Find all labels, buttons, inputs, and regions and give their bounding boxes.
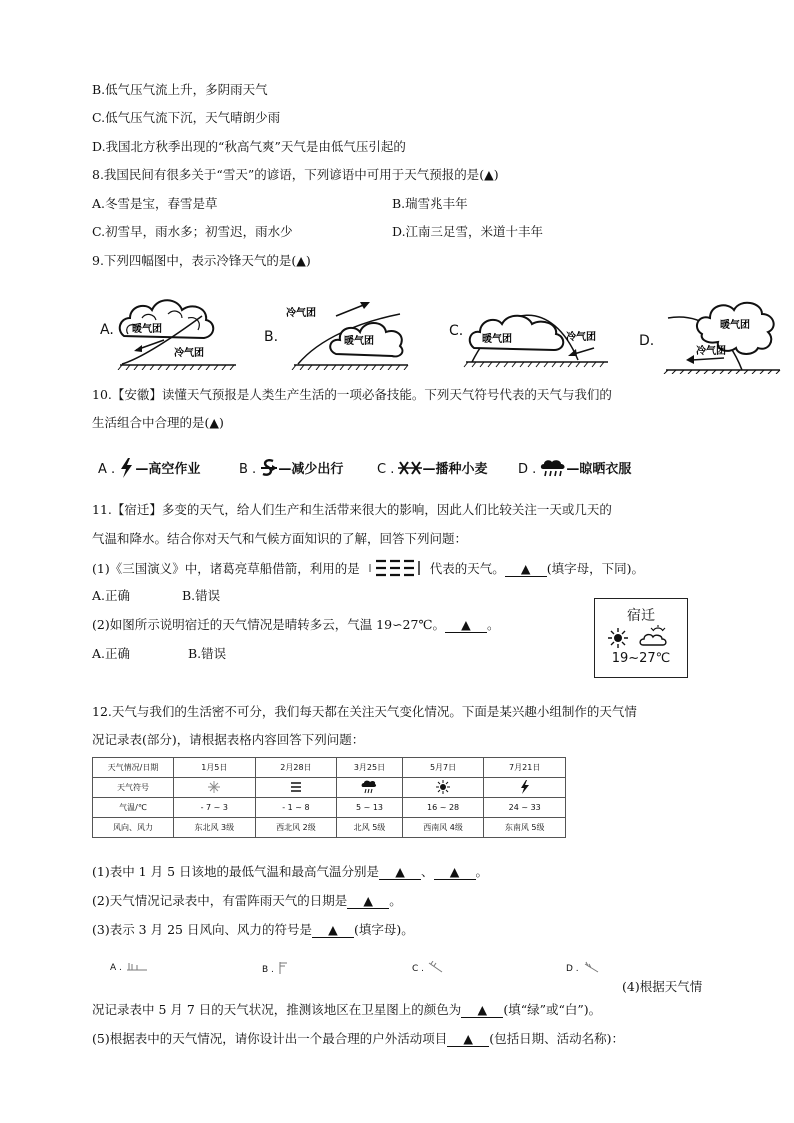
q10-option-c-label: C . [377, 462, 395, 477]
q12-sub3 [92, 920, 414, 938]
table-cell-temp: - 1 ~ 8 [255, 798, 337, 818]
q8-option-d: D.江南三足雪，米道十丰年 [392, 224, 544, 239]
suqian-temperature: 19~27℃ [611, 651, 671, 666]
table-row-head: 风向、风力 [93, 818, 174, 838]
table-cell-temp: 5 ~ 13 [337, 798, 403, 818]
q12-sub4-tail: (填“绿”或“白”)。 [503, 1002, 602, 1017]
q12-sub5-tail: (包括日期、活动名称)： [489, 1031, 624, 1046]
q9-d-warm-text: 暖气团 [720, 320, 750, 331]
q10-option-a [98, 458, 200, 478]
q9-figure-c [462, 292, 612, 368]
q11-sub1-pre: (1)《三国演义》中，诸葛亮草船借箭，利用的是 [92, 561, 360, 576]
q12-sub4-answer-blank[interactable]: ▲ [461, 1002, 503, 1018]
q10-option-d [518, 458, 631, 477]
q10-option-a-text: —高空作业 [135, 462, 201, 477]
q9-figure-d [662, 294, 782, 374]
table-cell-wind: 北风 5级 [337, 818, 403, 838]
table-cell-temp: - 7 ~ 3 [174, 798, 256, 818]
q12-sub2-tail: 。 [389, 893, 402, 908]
table-cell-date: 7月21日 [484, 758, 566, 778]
q12-sub1 [92, 862, 488, 880]
q9-label-b: B. [264, 329, 279, 345]
wind-barb-b-icon [277, 961, 289, 975]
q10-stem-line2: 生活组合中合理的是(▲) [92, 415, 224, 430]
q9-label-d: D. [639, 333, 655, 349]
q10-option-d-text: —晾晒衣服 [566, 462, 632, 477]
table-cell-wind: 西南风 4级 [402, 818, 484, 838]
q12-sub2 [92, 891, 402, 909]
weather-record-table [92, 757, 566, 838]
sleet-icon [398, 460, 422, 476]
q12-sub2-pre: (2)天气情况记录表中，有雷阵雨天气的日期是 [92, 893, 348, 908]
q12-stem-line2: 况记录表(部分)，请根据表格内容回答下列问题： [92, 732, 365, 747]
table-cell-date: 1月5日 [174, 758, 256, 778]
table-row [93, 778, 566, 798]
table-row-head: 气温/℃ [93, 798, 174, 818]
q8-option-b: B.瑞雪兆丰年 [392, 196, 468, 211]
q12-wind-option-c [412, 961, 445, 974]
table-cell-symbol [484, 778, 566, 798]
table-cell-date: 5月7日 [402, 758, 484, 778]
suqian-city-name: 宿迁 [627, 608, 655, 624]
q12-wind-option-a-label: A . [110, 963, 122, 973]
q10-option-b-text: —减少出行 [278, 462, 344, 477]
q9-c-warm-text: 暖气团 [482, 334, 512, 345]
q11-sub2-option-b: B.错误 [188, 646, 227, 661]
q11-sub1 [92, 558, 644, 578]
rain-shower-icon [361, 780, 377, 794]
q10-option-b-label: B . [239, 462, 257, 477]
q8-option-a: A.冬雪是宝，春雪是草 [92, 196, 218, 211]
rain-cloud-icon [540, 459, 566, 477]
lightning-icon [119, 458, 135, 478]
fog-icon [368, 558, 422, 578]
table-row-head: 天气符号 [93, 778, 174, 798]
sun-icon [436, 780, 450, 794]
q12-sub1-mid: 、 [421, 864, 434, 879]
partly-cloudy-icon [639, 625, 671, 649]
q12-sub1-answer-blank-1[interactable]: ▲ [379, 864, 421, 880]
q11-sub2 [92, 615, 499, 633]
table-row [93, 758, 566, 778]
snow-icon [207, 780, 221, 794]
q12-wind-option-b [262, 961, 289, 975]
q9-figure-a [112, 288, 242, 370]
table-cell-temp: 16 ~ 28 [402, 798, 484, 818]
table-cell-wind: 东北风 3级 [174, 818, 256, 838]
table-row [93, 798, 566, 818]
q12-sub4-pre: 况记录表中 5 月 7 日的天气状况，推测该地区在卫星图上的颜色为 [92, 1002, 462, 1017]
wind-barb-d-icon [582, 961, 600, 973]
sun-icon [607, 627, 629, 649]
table-cell-symbol [337, 778, 403, 798]
table-cell-date: 3月25日 [337, 758, 403, 778]
q9-a-cold-text: 冷气团 [174, 348, 204, 359]
q10-option-c-text: —播种小麦 [422, 462, 488, 477]
q7-option-d: D.我国北方秋季出现的“秋高气爽”天气是由低气压引起的 [92, 139, 406, 154]
wind-barb-c-icon [427, 961, 445, 973]
q10-option-d-label: D . [518, 462, 537, 477]
q9-d-cold-text: 冷气团 [696, 346, 726, 357]
table-cell-symbol [255, 778, 337, 798]
q11-sub1-option-b: B.错误 [182, 588, 221, 603]
q12-sub4-part2 [92, 1000, 601, 1018]
table-cell-wind: 东南风 5级 [484, 818, 566, 838]
q11-sub2-tail: 。 [486, 617, 500, 632]
sandstorm-icon [260, 458, 278, 478]
table-row-head: 天气情况/日期 [93, 758, 174, 778]
q9-figure-b [280, 288, 420, 370]
q12-stem-line1: 12.天气与我们的生活密不可分，我们每天都在关注天气变化情况。下面是某兴趣小组制作的天气情 [92, 704, 637, 719]
q11-sub2-text: (2)如图所示说明宿迁的天气情况是晴转多云，气温 19∽27℃。 [92, 617, 445, 632]
table-cell-symbol [174, 778, 256, 798]
table-cell-date: 2月28日 [255, 758, 337, 778]
q11-sub2-option-a: A.正确 [92, 646, 131, 661]
wind-barb-a-icon [125, 961, 149, 971]
q11-sub1-answer-blank[interactable]: ▲ [505, 561, 547, 577]
q9-b-cold-text: 冷气团 [286, 308, 316, 319]
q12-sub1-answer-blank-2[interactable]: ▲ [434, 864, 476, 880]
q12-sub1-pre: (1)表中 1 月 5 日该地的最低气温和最高气温分别是 [92, 864, 380, 879]
q12-sub3-answer-blank[interactable]: ▲ [312, 922, 354, 938]
q12-sub5 [92, 1029, 624, 1047]
q11-sub2-answer-blank[interactable]: ▲ [445, 617, 487, 633]
q12-wind-option-d [566, 961, 600, 974]
q11-stem-line1: 11.【宿迁】多变的天气，给人们生产和生活带来很大的影响，因此人们比较关注一天或几天的 [92, 502, 612, 517]
q12-sub3-pre: (3)表示 3 月 25 日风向、风力的符号是 [92, 922, 312, 937]
q8-stem: 8.我国民间有很多关于“雪天”的谚语，下列谚语中可用于天气预报的是(▲) [92, 167, 499, 182]
table-cell-symbol [402, 778, 484, 798]
q12-wind-option-c-label: C . [412, 964, 425, 974]
q9-b-warm-text: 暖气团 [344, 336, 374, 347]
q11-sub1-option-a: A.正确 [92, 588, 131, 603]
q10-option-a-label: A . [98, 462, 116, 477]
q12-sub5-answer-blank[interactable]: ▲ [447, 1031, 489, 1047]
q12-sub3-tail: (填字母)。 [353, 922, 414, 937]
q12-wind-option-b-label: B . [262, 965, 274, 975]
q8-option-c: C.初雪早，雨水多；初雪迟，雨水少 [92, 224, 293, 239]
q9-label-a: A. [100, 322, 114, 338]
lightning-icon [520, 780, 530, 794]
q7-option-c: C.低气压气流下沉，天气晴朗少雨 [92, 110, 281, 125]
q9-a-warm-text: 暖气团 [132, 324, 162, 335]
q7-option-b: B.低气压气流上升，多阴雨天气 [92, 82, 268, 97]
q12-wind-option-d-label: D . [566, 964, 579, 974]
fog-icon [290, 781, 302, 793]
q9-label-c: C. [449, 323, 464, 339]
q10-option-b [239, 458, 343, 478]
q11-sub1-tail: (填字母，下同)。 [546, 561, 644, 576]
suqian-weather-box [594, 598, 688, 678]
q10-option-c [377, 458, 488, 477]
q12-wind-option-a [110, 961, 149, 973]
q10-stem-line1: 10.【安徽】读懂天气预报是人类生产生活的一项必备技能。下列天气符号代表的天气与我们的 [92, 387, 612, 402]
q11-sub1-post: 代表的天气。 [429, 561, 505, 576]
q12-sub4-part1: (4)根据天气情 [622, 979, 703, 994]
table-cell-wind: 西北风 2级 [255, 818, 337, 838]
q9-stem: 9.下列四幅图中，表示冷锋天气的是(▲) [92, 253, 311, 268]
q12-sub5-pre: (5)根据表中的天气情况，请你设计出一个最合理的户外活动项目 [92, 1031, 448, 1046]
q11-stem-line2: 气温和降水。结合你对天气和气候方面知识的了解，回答下列问题： [92, 531, 468, 546]
q9-c-cold-text: 冷气团 [566, 332, 596, 343]
q12-sub1-tail: 。 [475, 864, 489, 879]
q12-sub2-answer-blank[interactable]: ▲ [347, 893, 389, 909]
table-cell-temp: 24 ~ 33 [484, 798, 566, 818]
table-row [93, 818, 566, 838]
